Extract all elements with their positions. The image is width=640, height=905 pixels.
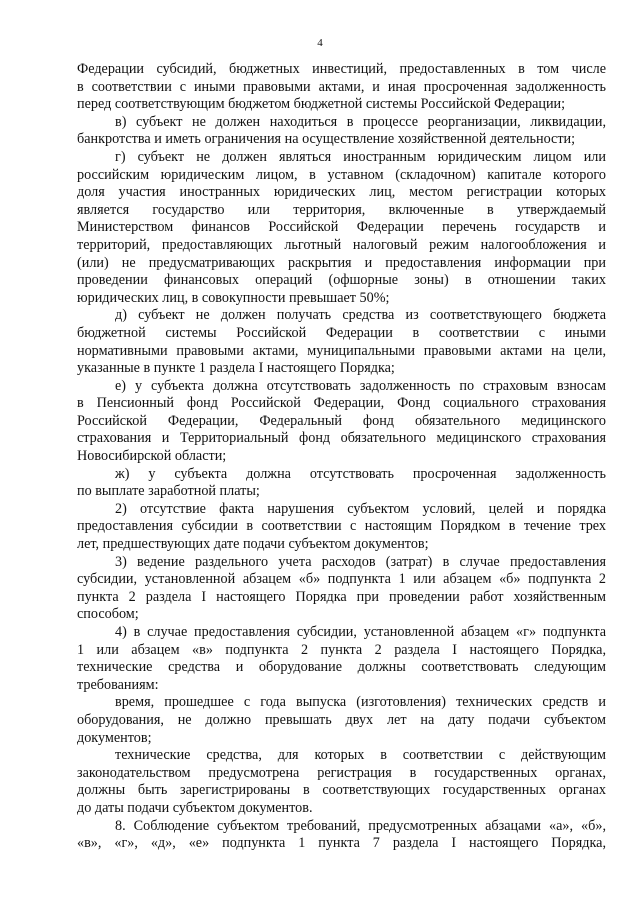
text-line: в Пенсионный фонд Российской Федерации, Фонд социального страхования <box>77 395 606 412</box>
text-line: перед соответствующим бюджетом бюджетной системы Российской Федерации; <box>77 96 566 113</box>
text-line: Министерством финансов Российской Федерации перечень государств и <box>77 219 606 236</box>
text-line: документов; <box>77 729 152 746</box>
text-line: д) субъект не должен получать средства из соответствующего бюджета <box>115 307 606 324</box>
text-line: требованиям: <box>77 676 159 693</box>
text-line: проведении финансовых операций (офшорные зоны) в отношении таких <box>77 272 606 289</box>
text-line: является государство или территория, включенные в утверждаемый <box>77 201 606 218</box>
text-line: «в», «г», «д», «е» подпункта 1 пункта 7 раздела I настоящего Порядка, <box>77 835 606 852</box>
text-line: субсидии, установленной абзацем «б» подпункта 1 или абзацем «б» подпункта 2 <box>77 571 606 588</box>
text-line: способом; <box>77 606 139 623</box>
text-line: доля участия иностранных юридических лиц, местом регистрации которых <box>77 184 606 201</box>
text-line: Новосибирской области; <box>77 448 227 465</box>
text-line: банкротства и иметь ограничения на осуществление хозяйственной деятельности; <box>77 131 576 148</box>
text-line: 1 или абзацем «в» подпункта 2 пункта 2 раздела I настоящего Порядка, <box>77 641 606 658</box>
text-line: указанные в пункте 1 раздела I настоящего Порядка; <box>77 360 395 377</box>
text-line: законодательством предусмотрена регистрация в государственных органах, <box>77 764 606 781</box>
text-line: территорий, предоставляющих льготный налоговый режим налогообложения и <box>77 236 606 253</box>
text-line: предоставления субсидии в соответствии с настоящим Порядком в течение трех <box>77 518 606 535</box>
text-line: оборудования, не должно превышать двух лет на дату подачи субъектом <box>77 711 606 728</box>
text-line: технические средства и оборудование должны соответствовать следующим <box>77 659 606 676</box>
text-line: Российской Федерации, Федеральный фонд обязательного медицинского <box>77 412 606 429</box>
text-line: технические средства, для которых в соответствии с действующим <box>115 747 606 764</box>
text-line: Федерации субсидий, бюджетных инвестиций, предоставленных в том числе <box>77 61 606 77</box>
text-line: в соответствии с иными правовыми актами, и иная просроченная задолженность <box>77 78 606 95</box>
text-line: страхования и Территориальный фонд обязательного медицинского страхования <box>77 430 606 447</box>
text-line: российским юридическим лицом, в уставном (складочном) капитале которого <box>77 166 606 183</box>
text-line: 2) отсутствие факта нарушения субъектом условий, целей и порядка <box>115 500 606 517</box>
text-line: в) субъект не должен находиться в процессе реорганизации, ликвидации, <box>115 113 606 130</box>
text-line: до даты подачи субъектом документов. <box>77 799 313 816</box>
text-line: ж) у субъекта должна отсутствовать просроченная задолженность <box>115 465 606 482</box>
text-line: бюджетной системы Российской Федерации в соответствии с иными <box>77 324 606 341</box>
text-line: г) субъект не должен являться иностранным юридическим лицом или <box>115 148 606 165</box>
text-line: время, прошедшее с года выпуска (изготовления) технических средств и <box>115 694 606 711</box>
text-line: 3) ведение раздельного учета расходов (затрат) в случае предоставления <box>115 553 606 570</box>
text-line: 4) в случае предоставления субсидии, установленной абзацем «г» подпункта <box>115 624 606 640</box>
text-line: е) у субъекта должна отсутствовать задолженность по страховым взносам <box>115 377 606 394</box>
text-line: 8. Соблюдение субъектом требований, предусмотренных абзацами «а», «б», <box>115 817 606 834</box>
text-line: по выплате заработной платы; <box>77 483 260 500</box>
page-number: 4 <box>317 37 323 49</box>
text-line: лет, предшествующих дате подачи субъектом документов; <box>77 536 429 553</box>
text-line: пункта 2 раздела I настоящего Порядка при проведении работ хозяйственным <box>77 588 606 605</box>
text-line: (или) не предусматривающих раскрытия и предоставления информации при <box>77 254 606 271</box>
text-line: должны быть зарегистрированы в соответствующих государственных органах <box>77 782 606 799</box>
document-body <box>77 61 606 853</box>
text-line: нормативными правовыми актами, муниципальными правовыми актами на цели, <box>77 342 606 359</box>
text-line: юридических лиц, в совокупности превышает 50%; <box>77 289 390 306</box>
